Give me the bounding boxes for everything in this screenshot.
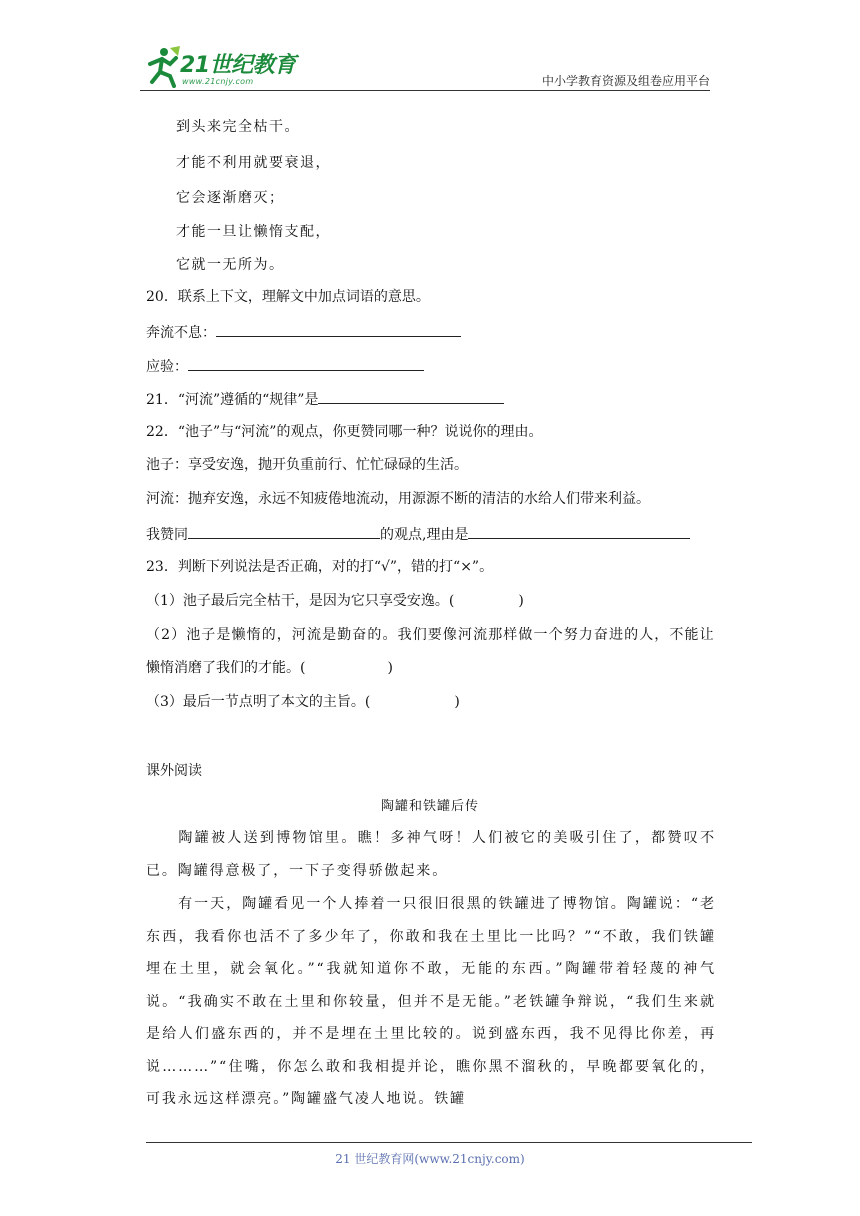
page-footer: 21 世纪教育网(www.21cnjy.com) [335,1152,525,1166]
poem-line: 才能一旦让懒惰支配， [176,224,331,240]
close-paren: ) [454,694,460,710]
logo-text: 21世纪教育 [180,53,296,78]
q22-river-view: 河流：抛弃安逸，永远不知疲倦地流动，用源源不断的清洁的水给人们带来利益。 [146,491,650,507]
answer-blank[interactable] [318,389,504,404]
footer-divider [146,1142,752,1143]
agree-prefix: 我赞同 [146,527,188,543]
poem-line: 到头来完全枯干。 [176,119,300,135]
answer-blank[interactable] [216,322,461,337]
question-20: 20．联系上下文，理解文中加点词语的意思。 [146,289,430,305]
poem-line: 才能不利用就要衰退， [176,155,331,171]
logo [140,40,310,92]
paragraph-text: 有一天，陶罐看见一个人捧着一只很旧很黑的铁罐进了博物馆。陶罐说：“老东西，我看你也活不了多少年了，你敢和我在土里比一比吗？”“不敢，我们铁罐埋在土里，就会氧化。”“我就知道你不敢，无能的东西。”陶罐带着轻蔑的神气说。“我确实不敢在土里和你较量，但并不是无能。”老铁罐争辩说，“我们生来就是给人们盛东西的，并不是埋在土里比较的。说到盛东西，我不见得比你差，再说………”“住嘴，你怎么敢和我相提并论，瞧你黑不溜秋的，早晚都要氧化的，可我永远这样漂亮。”陶罐盛气凌人地说。铁罐 [146,896,716,1107]
section-heading: 课外阅读 [146,763,202,779]
article-paragraph-2 [146,888,716,1116]
poem-line: 它就一无所为。 [176,257,285,273]
q22-pond-view: 池子：享受安逸，抛开负重前行、忙忙碌碌的生活。 [146,457,468,473]
q22-answer-line [146,524,690,544]
question-21 [146,389,504,409]
q23-statement-2-line-1: （2）池子是懒惰的，河流是勤奋的。我们要像河流那样做一个努力奋进的人，不能让 [146,627,715,643]
q20-item-2-label: 应验： [146,359,188,375]
agree-middle: 的观点,理由是 [380,527,469,543]
q23-statement-2-line-2 [146,659,393,677]
platform-name: 中小学教育资源及组卷应用平台 [541,74,710,88]
q20-item-1 [146,322,461,342]
header-divider [140,90,710,91]
close-paren: ) [387,660,393,676]
question-22: 22．“池子”与“河流”的观点，你更赞同哪一种？说说你的理由。 [146,424,543,440]
q20-item-2 [146,356,424,376]
question-21-prompt: 21．“河流”遵循的“规律”是 [146,392,319,408]
q23-statement-1 [146,592,524,610]
statement-text: 懒惰消磨了我们的才能。( [146,660,306,676]
runner-logo-icon [140,44,184,88]
answer-blank[interactable] [188,524,380,539]
answer-blank[interactable] [468,524,690,539]
poem-line: 它会逐渐磨灭； [176,190,285,206]
paragraph-text: 陶罐被人送到博物馆里。瞧！多神气呀！人们被它的美吸引住了，都赞叹不已。陶罐得意极了，一下子变得骄傲起来。 [146,830,716,879]
article-title: 陶罐和铁罐后传 [380,799,479,814]
question-23: 23．判断下列说法是否正确，对的打“√”，错的打“×”。 [146,559,494,575]
q20-item-1-label: 奔流不息： [146,325,216,341]
statement-text: （1）池子最后完全枯干，是因为它只享受安逸。( [146,593,455,609]
logo-url: www.21cnjy.com [182,77,254,86]
article-paragraph-1 [146,822,716,887]
close-paren: ) [518,593,524,609]
q23-statement-3 [146,693,460,711]
statement-text: （3）最后一节点明了本文的主旨。( [146,694,371,710]
answer-blank[interactable] [188,356,424,371]
page-header [140,40,710,92]
